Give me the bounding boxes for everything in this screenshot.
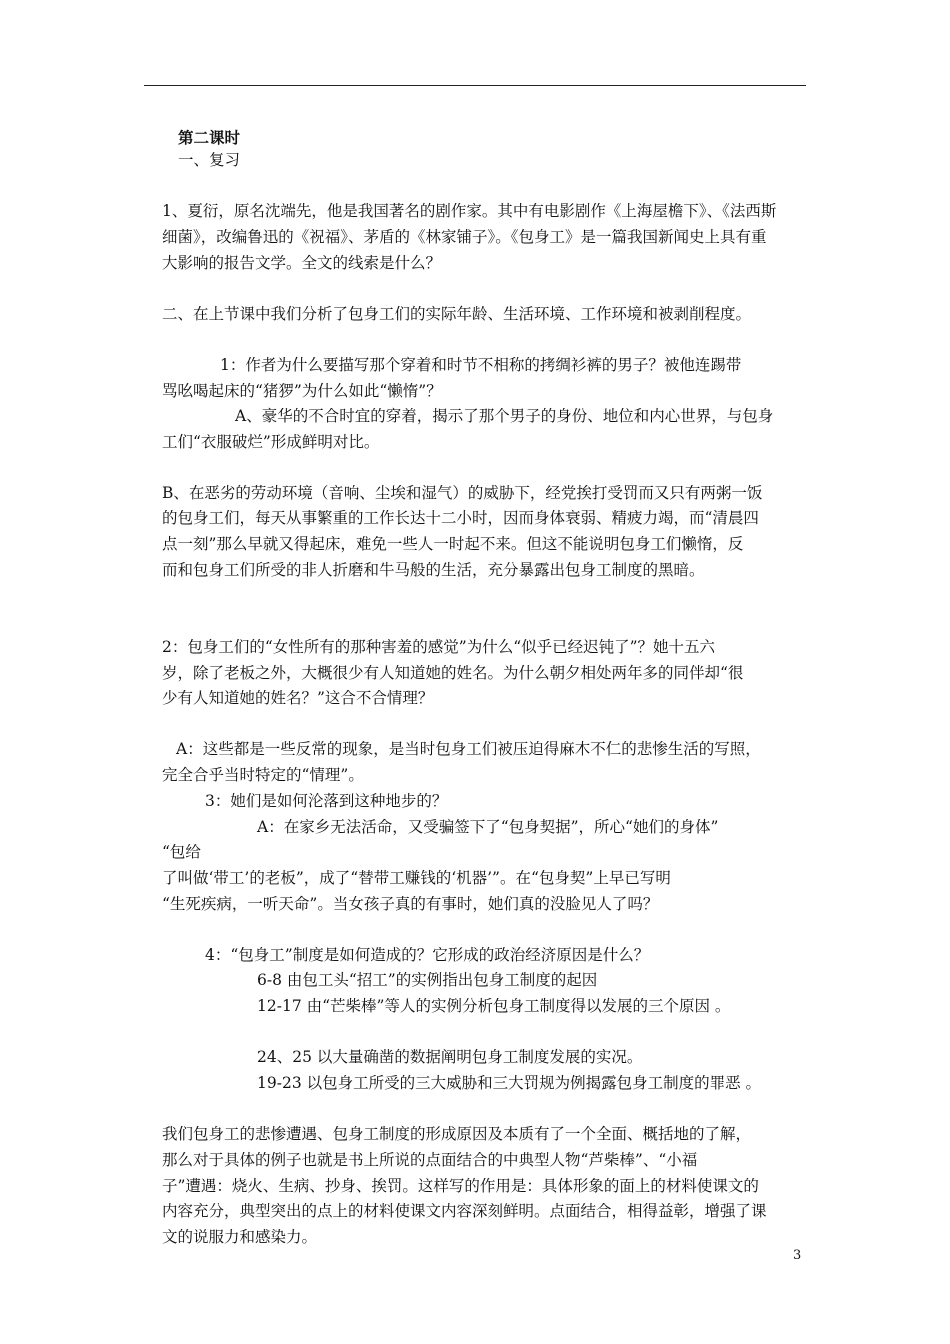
text-line: 4：“包身工”制度是如何造成的？它形成的政治经济原因是什么？ [205,946,650,964]
text-line: 那么对于具体的例子也就是书上所说的点面结合的中典型人物“芦柴棒”、“小福 [162,1151,698,1169]
text-line: 6-8 由包工头“招工”的实例指出包身工制度的起因 [257,971,598,989]
text-line: 文的说服力和感染力。 [162,1228,318,1246]
header-rule [144,85,806,86]
text-line: 2：包身工们的“女性所有的那种害羞的感觉”为什么“似乎已经迟钝了”？她十五六 [162,638,716,656]
text-line: 子”遭遇：烧火、生病、抄身、挨罚。这样写的作用是：具体形象的面上的材料使课文的 [162,1177,759,1195]
text-line: A：这些都是一些反常的现象，是当时包身工们被压迫得麻木不仁的悲惨生活的写照， [176,740,761,758]
text-line: 而和包身工们所受的非人折磨和牛马般的生活，充分暴露出包身工制度的黑暗。 [162,561,705,579]
text-line: 一、复习 [178,151,241,169]
text-line: 少有人知道她的姓名？”这合不合情理？ [162,689,434,707]
text-line: “生死疾病，一听天命”。当女孩子真的有事时，她们真的没脸见人了吗？ [162,895,659,913]
text-line: 完全合乎当时特定的“情理”。 [162,766,364,784]
text-line: 24、25 以大量确凿的数据阐明包身工制度发展的实况。 [257,1048,643,1066]
text-line: 二、在上节课中我们分析了包身工们的实际年龄、生活环境、工作环境和被剥削程度。 [162,305,752,323]
text-line: 我们包身工的悲惨遭遇、包身工制度的形成原因及本质有了一个全面、概括地的了解， [162,1125,752,1143]
text-line: 12-17 由“芒柴棒”等人的实例分析包身工制度得以发展的三个原因 。 [257,997,731,1015]
text-line: 骂吆喝起床的“猪猡”为什么如此“懒惰”？ [162,382,442,400]
text-line: 第二课时 [178,128,241,147]
text-line: A、豪华的不合时宜的穿着，揭示了那个男子的身份、地位和内心世界，与包身 [235,407,774,425]
text-line: 细菌》，改编鲁迅的《祝福》、茅盾的《林家铺子》。《包身工》是一篇我国新闻史上具有重 [162,228,767,246]
text-line: B、在恶劣的劳动环境（音响、尘埃和湿气）的威胁下，经党挨打受罚而又只有两粥一饭 [162,484,763,502]
text-line: 点一刻”那么早就又得起床，难免一些人一时起不来。但这不能说明包身工们懒惰，反 [162,535,744,553]
text-line: “包给 [162,843,201,861]
page-number: 3 [793,1248,802,1263]
text-line: 大影响的报告文学。全文的线索是什么？ [162,254,442,272]
text-line: 了叫做‘带工’的老板”，成了“替带工赚钱的‘机器’”。在“包身契”上早已写明 [162,869,671,887]
text-line: 工们“衣服破烂”形成鲜明对比。 [162,433,380,451]
text-line: 1、夏衍，原名沈端先，他是我国著名的剧作家。其中有电影剧作《上海屋檐下》、《法西斯 [162,202,777,220]
text-line: 岁，除了老板之外，大概很少有人知道她的姓名。为什么朝夕相处两年多的同伴却“很 [162,664,744,682]
text-line: 内容充分，典型突出的点上的材料使课文内容深刻鲜明。点面结合，相得益彰，增强了课 [162,1202,767,1220]
text-line: 19-23 以包身工所受的三大威胁和三大罚规为例揭露包身工制度的罪恶 。 [257,1074,762,1092]
text-line: 的包身工们，每天从事繁重的工作长达十二小时，因而身体衰弱、精疲力竭，而“清晨四 [162,509,759,527]
text-line: 3：她们是如何沦落到这种地步的？ [205,792,448,810]
text-line: A：在家乡无法活命，又受骗签下了“包身契据”，所心“她们的身体” [257,818,719,836]
text-line: 1：作者为什么要描写那个穿着和时节不相称的拷绸衫裤的男子？被他连踢带 [220,356,742,374]
